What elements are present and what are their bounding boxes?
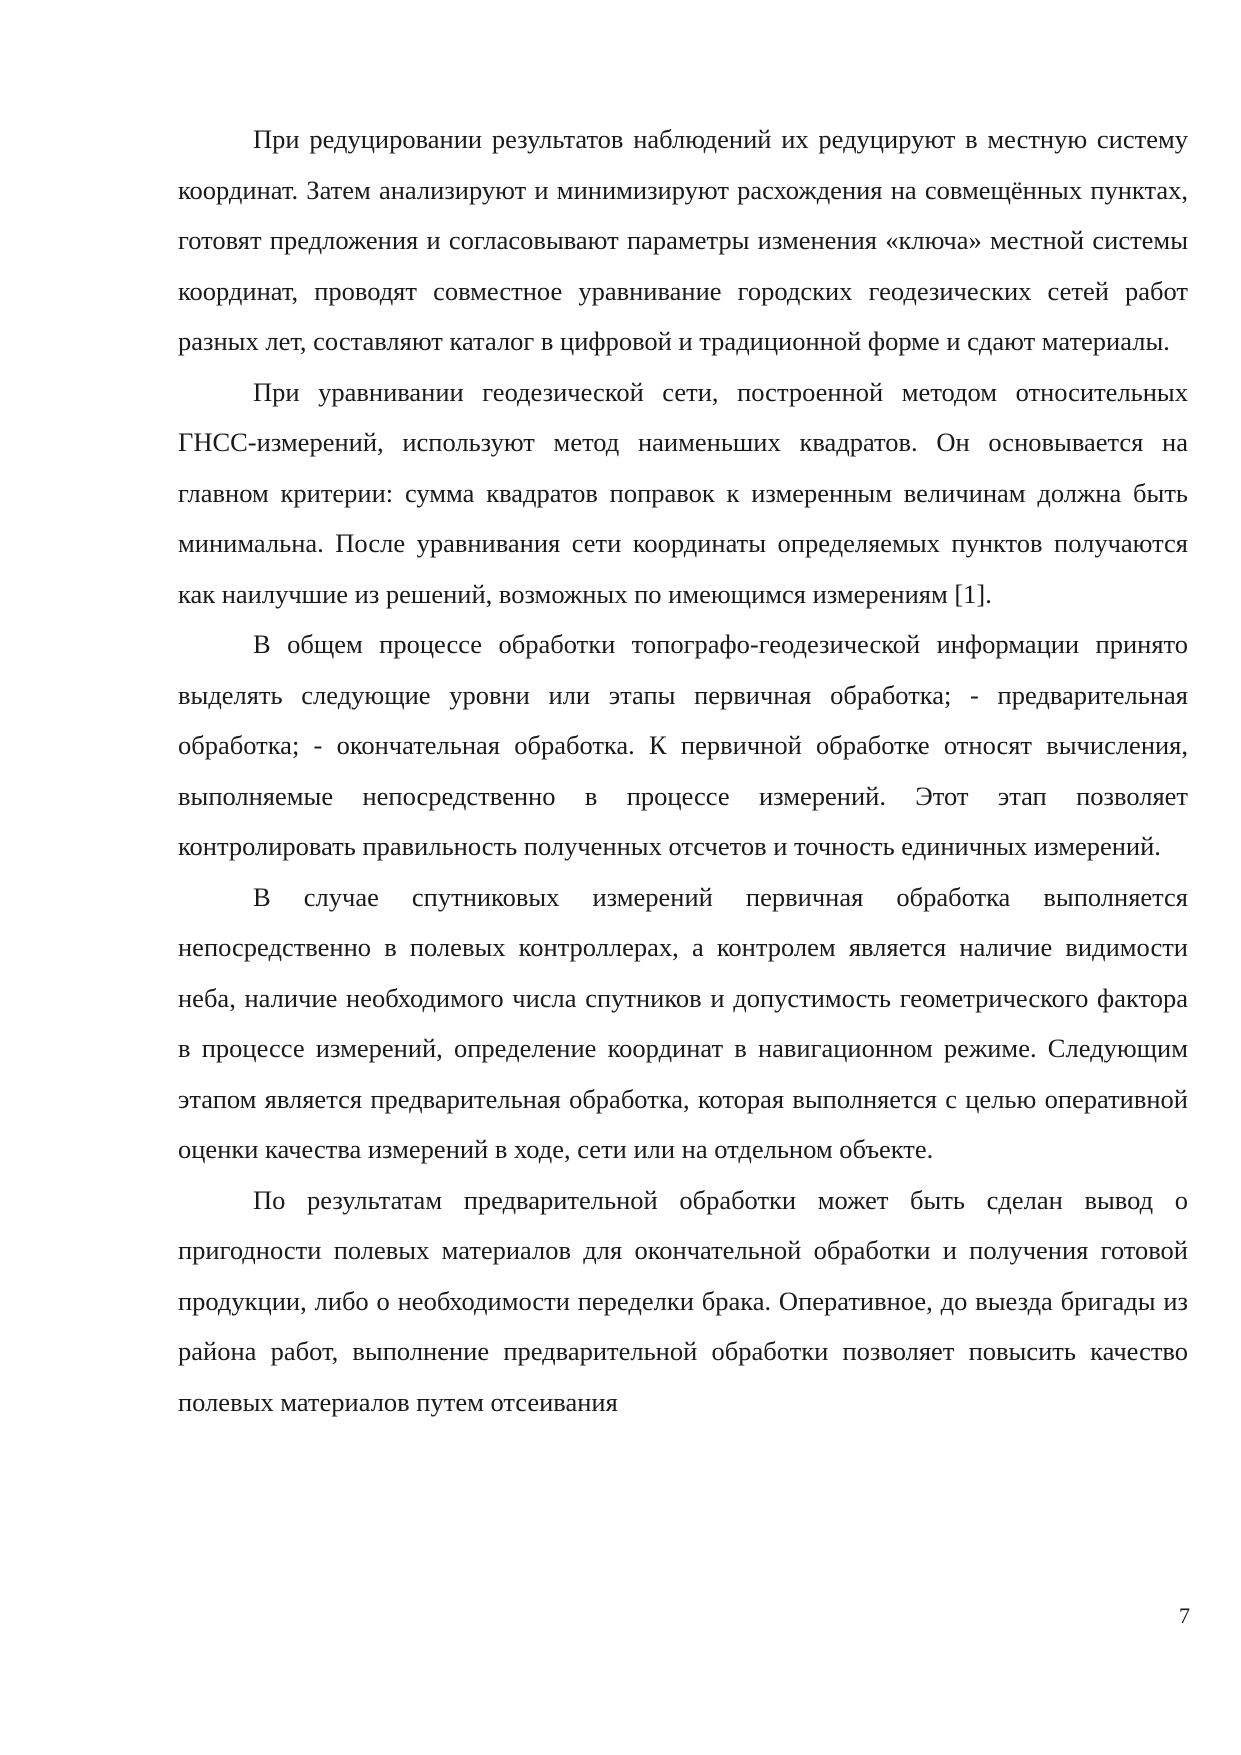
body-text bbox=[178, 114, 1188, 1427]
paragraph-5: По результатам предварительной обработки может быть сделан вывод о пригодности полевых материалов для окончательной обработки и получения готовой продукции, либо о необходимости переделки брака. Оперативное, до выезда бригады из района работ, выполнение предварительной обработки позволяет повысить качество полевых материалов путем отсеивания bbox=[178, 1184, 1188, 1417]
page-number: 7 bbox=[1179, 1603, 1190, 1628]
paragraph-2: При уравнивании геодезической сети, построенной методом относительных ГНСС-измерений, используют метод наименьших квадратов. Он основывается на главном критерии: сумма квадратов поправок к измеренным величинам должна быть минимальна. После уравнивания сети координаты определяемых пунктов получаются как наилучшие из решений, возможных по имеющимся измерениям [1]. bbox=[178, 376, 1188, 609]
paragraph-1: При редуцировании результатов наблюдений их редуцируют в местную систему координат. Затем анализируют и минимизируют расхождения на совмещённых пунктах, готовят предложения и согласовывают параметры изменения «ключа» местной системы координат, проводят совместное уравнивание городских геодезических сетей работ разных лет, составляют каталог в цифровой и традиционной форме и сдают материалы. bbox=[178, 124, 1188, 356]
paragraph-4: В случае спутниковых измерений первичная обработка выполняется непосредственно в полевых контроллерах, а контролем является наличие видимости неба, наличие необходимого числа спутников и допустимость геометрического фактора в процессе измерений, определение координат в навигационном режиме. Следующим этапом является предварительная обработка, которая выполняется с целью оперативной оценки качества измерений в ходе, сети или на отдельном объекте. bbox=[178, 881, 1188, 1164]
paragraph-3: В общем процессе обработки топографо-геодезической информации принято выделять следующие уровни или этапы первичная обработка; - предварительная обработка; - окончательная обработка. К первичной обработке относят вычисления, выполняемые непосредственно в процессе измерений. Этот этап позволяет контролировать правильность полученных отсчетов и точность единичных измерений. bbox=[178, 629, 1188, 861]
